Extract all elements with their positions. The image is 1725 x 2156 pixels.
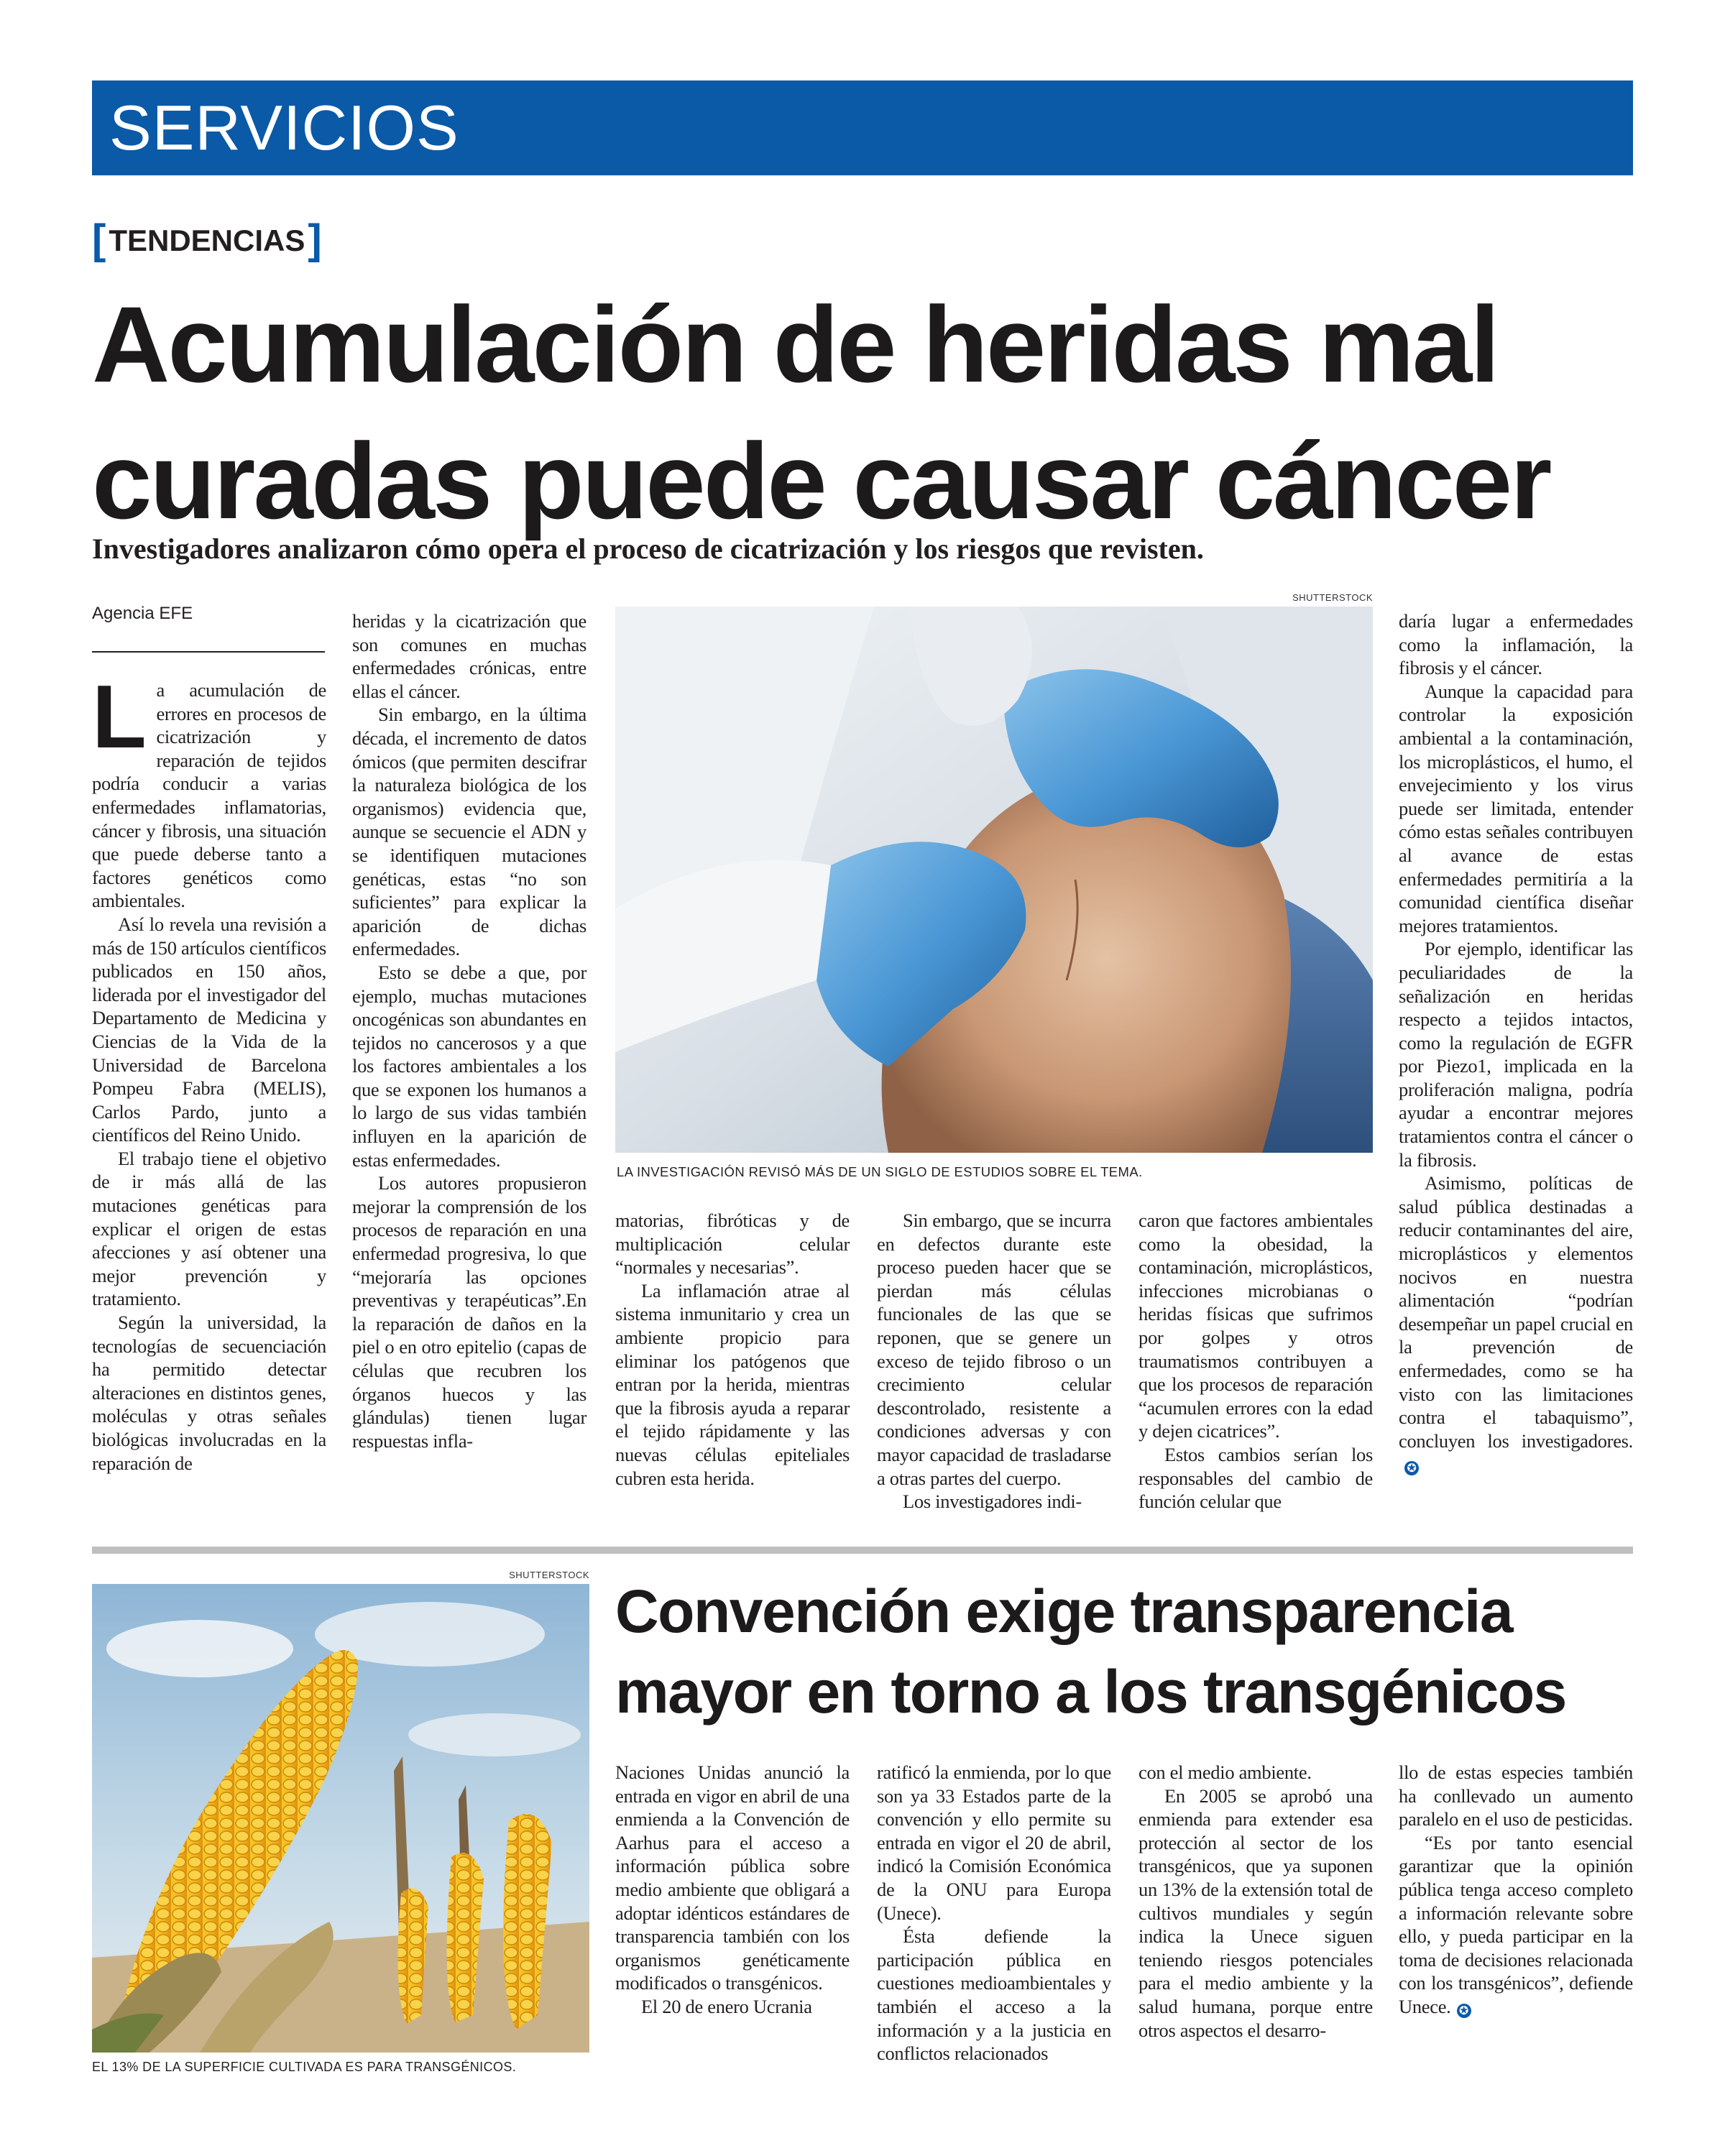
article2-headline bbox=[615, 1571, 1650, 1732]
photo-caption: LA INVESTIGACIÓN REVISÓ MÁS DE UN SIGLO DE ESTUDIOS SOBRE EL TEMA. bbox=[617, 1164, 1143, 1179]
drop-cap: L bbox=[92, 668, 147, 767]
paragraph: Naciones Unidas anunció la entrada en vigor en abril de una enmienda a la Convención de Aarhus para el acceso a información pública sobre medio ambiente que obligará a adoptar idénticos estándares de transparencia también con los organismos genéticamente modificados o transgénicos. bbox=[615, 1761, 850, 1994]
photo-caption-2: EL 13% DE LA SUPERFICIE CULTIVADA ES PARA TRANSGÉNICOS. bbox=[92, 2060, 517, 2074]
article1-column-1 bbox=[92, 668, 326, 1475]
article1-column-5 bbox=[1138, 1209, 1373, 1514]
kicker-bracket-right: ] bbox=[308, 216, 322, 263]
paragraph: El 20 de enero Ucrania bbox=[641, 1995, 812, 2017]
main-photo bbox=[615, 607, 1373, 1153]
section-banner bbox=[92, 80, 1633, 175]
paragraph: Ésta defiende la participación pública en cuestiones medioambientales y también el acceso a la información y a la justicia en conflictos relacionados bbox=[877, 1925, 1111, 2065]
article1-column-4 bbox=[877, 1209, 1111, 1514]
paragraph: Así lo revela una revisión a más de 150 artículos científicos publicados en 150 años, liderada por el investigador del Departamento de Medicina y Ciencias de la Vida de la Universidad de Barcelona Pompeu Fabra (MELIS), Carlos Pardo, junto a científicos del Reino Unido. bbox=[92, 913, 326, 1146]
paragraph: Estos cambios serían los responsables del cambio de función celular que bbox=[1138, 1443, 1373, 1513]
paragraph: Asimismo, políticas de salud pública destinadas a reducir contaminantes del aire, microplásticos y elementos nocivos en nuestra alimentación “podrían desempeñar un papel crucial en la prevención de enfermedades, como se ha visto con las limitaciones contra el tabaquismo”, concluyen los investigadores.✪ bbox=[1399, 1172, 1633, 1475]
kicker-label: TENDENCIAS bbox=[109, 224, 305, 257]
headline2-line-1: Convención exige transparencia bbox=[615, 1577, 1513, 1645]
article-headline bbox=[92, 276, 1644, 549]
end-of-article-icon-2: ✪ bbox=[1457, 2004, 1471, 2018]
paragraph: En 2005 se aprobó una enmienda para extender esa protección al sector de los transgénicos, que ya suponen un 13% de la extensión total de cultivos mundiales y según indica la Unece siguen teniendo riesgos potenciales para el medio ambiente y la salud humana, porque entre otros aspectos el desarro- bbox=[1138, 1784, 1373, 2041]
paragraph: con el medio ambiente. bbox=[1138, 1761, 1312, 1783]
article-divider bbox=[92, 1547, 1633, 1554]
paragraph: llo de estas especies también ha conllevado un aumento paralelo en el uso de pesticidas. bbox=[1399, 1761, 1633, 1830]
paragraph: Por ejemplo, identificar las peculiaridades de la señalización en heridas respecto a tejidos intactos, como la regulación de EGFR por Piezo1, implicada en la proliferación maligna, podría ayudar a encontrar mejores tratamientos contra el cáncer o la fibrosis. bbox=[1399, 938, 1633, 1171]
photo-credit-2: SHUTTERSTOCK bbox=[509, 1570, 589, 1580]
paragraph: Según la universidad, la tecnologías de secuenciación ha permitido detectar alteraciones en distintos genes, moléculas y otras señales biológicas involucradas en la reparación de bbox=[92, 1312, 326, 1474]
paragraph: La acumulación de errores en procesos de cicatrización y reparación de tejidos podría conducir a varias enfermedades inflamatorias, cáncer y fibrosis, una situación que puede deberse tanto a factores genéticos como ambientales. bbox=[92, 668, 326, 912]
kicker-bracket-left: [ bbox=[92, 216, 106, 263]
paragraph: matorias, fibróticas y de multiplicación celular “normales y necesarias”. bbox=[615, 1210, 850, 1279]
paragraph: Los investigadores indi- bbox=[903, 1491, 1082, 1513]
paragraph: caron que factores ambientales como la obesidad, la contaminación, microplásticos, infecciones microbianas o heridas físicas que sufrimos por golpes y otros traumatismos contribuyen a que los procesos de reparación “acumulen errores con la edad y dejen cicatrices”. bbox=[1138, 1210, 1373, 1442]
paragraph: Los autores propusieron mejorar la comprensión de los procesos de reparación en una enfermedad progresiva, lo que “mejoraría las opciones preventivas y terapéuticas”.En la reparación de daños en la piel o en otro epitelio (capas de células que recubren los órganos huecos y las glándulas) tienen lugar respuestas infla- bbox=[352, 1172, 586, 1452]
article-subtitle: Investigadores analizaron cómo opera el proceso de cicatrización y los riesgos que revisten. bbox=[92, 533, 1204, 565]
article2-column-3 bbox=[1138, 1761, 1373, 2042]
article1-column-3 bbox=[615, 1209, 850, 1490]
article2-column-2 bbox=[877, 1761, 1111, 2065]
article1-column-2 bbox=[352, 609, 586, 1452]
paragraph: El trabajo tiene el objetivo de ir más allá de las mutaciones genéticas para explicar el origen de estas afecciones y así obtener una mejor prevención y tratamiento. bbox=[92, 1147, 326, 1310]
paragraph: daría lugar a enfermedades como la inflamación, la fibrosis y el cáncer. bbox=[1399, 610, 1633, 679]
paragraph: “Es por tanto esencial garantizar que la opinión pública tenga acceso completo a información relevante sobre ello, y pueda participar en la toma de decisiones relacionada con los transgénicos”, defiende Unece. ✪ bbox=[1399, 1831, 1633, 2017]
byline: Agencia EFE bbox=[92, 604, 193, 623]
headline-line-1: Acumulación de heridas mal bbox=[92, 284, 1498, 405]
corn-cob-illustration bbox=[92, 1584, 589, 2053]
photo-credit: SHUTTERSTOCK bbox=[1292, 592, 1373, 603]
paragraph: Aunque la capacidad para controlar la exposición ambiental a la contaminación, los microplásticos, el humo, el envejecimiento y los virus puede ser limitada, entender cómo estas señales contribuyen al avance de estas enfermedades permitiría a la comunidad científica diseñar mejores tratamientos. bbox=[1399, 680, 1633, 936]
headline2-line-2: mayor en torno a los transgénicos bbox=[615, 1658, 1566, 1726]
article1-column-6 bbox=[1399, 609, 1633, 1476]
paragraph: Sin embargo, que se incurra en defectos durante este proceso pueden hacer que se pierdan más células funcionales de las que se reponen, que se genere un exceso de tejido fibroso o un crecimiento celular descontrolado, resistente a condiciones adversas y con mayor capacidad de trasladarse a otras partes del cuerpo. bbox=[877, 1210, 1111, 1489]
article2-column-4 bbox=[1399, 1761, 1633, 2019]
kicker bbox=[92, 218, 322, 262]
article2-column-1 bbox=[615, 1761, 850, 2019]
byline-rule bbox=[92, 651, 325, 653]
paragraph: Esto se debe a que, por ejemplo, muchas mutaciones oncogénicas son abundantes en tejidos no cancerosos y a que los factores ambientales a los que se exponen los humanos a lo largo de sus vidas también influyen en la aparición de estas enfermedades. bbox=[352, 961, 586, 1171]
paragraph: ratificó la enmienda, por lo que son ya 33 Estados parte de la convención y ello permite su entrada en vigor el 20 de abril, indicó la Comisión Económica de la ONU para Europa (Unece). bbox=[877, 1761, 1111, 1924]
end-of-article-icon: ✪ bbox=[1404, 1461, 1419, 1475]
section-label: SERVICIOS bbox=[109, 92, 459, 163]
paragraph: La inflamación atrae al sistema inmunitario y crea un ambiente propicio para eliminar los patógenos que entran por la herida, mientras que la fibrosis ayuda a reparar el tejido rápidamente y las nuevas células epiteliales cubren esta herida. bbox=[615, 1279, 850, 1489]
corn-photo bbox=[92, 1584, 589, 2053]
paragraph: Sin embargo, en la última década, el incremento de datos ómicos (que permiten descifrar la naturaleza biológica de los organismos) evidencia que, aunque se secuencie el ADN y se identifiquen mutaciones genéticas, estas “no son suficientes” para explicar la aparición de dichas enfermedades. bbox=[352, 704, 586, 960]
headline-line-2: curadas puede causar cáncer bbox=[92, 420, 1550, 541]
paragraph: heridas y la cicatrización que son comunes en muchas enfermedades crónicas, entre ellas el cáncer. bbox=[352, 610, 586, 702]
gloved-hands-arm-illustration bbox=[615, 607, 1373, 1153]
